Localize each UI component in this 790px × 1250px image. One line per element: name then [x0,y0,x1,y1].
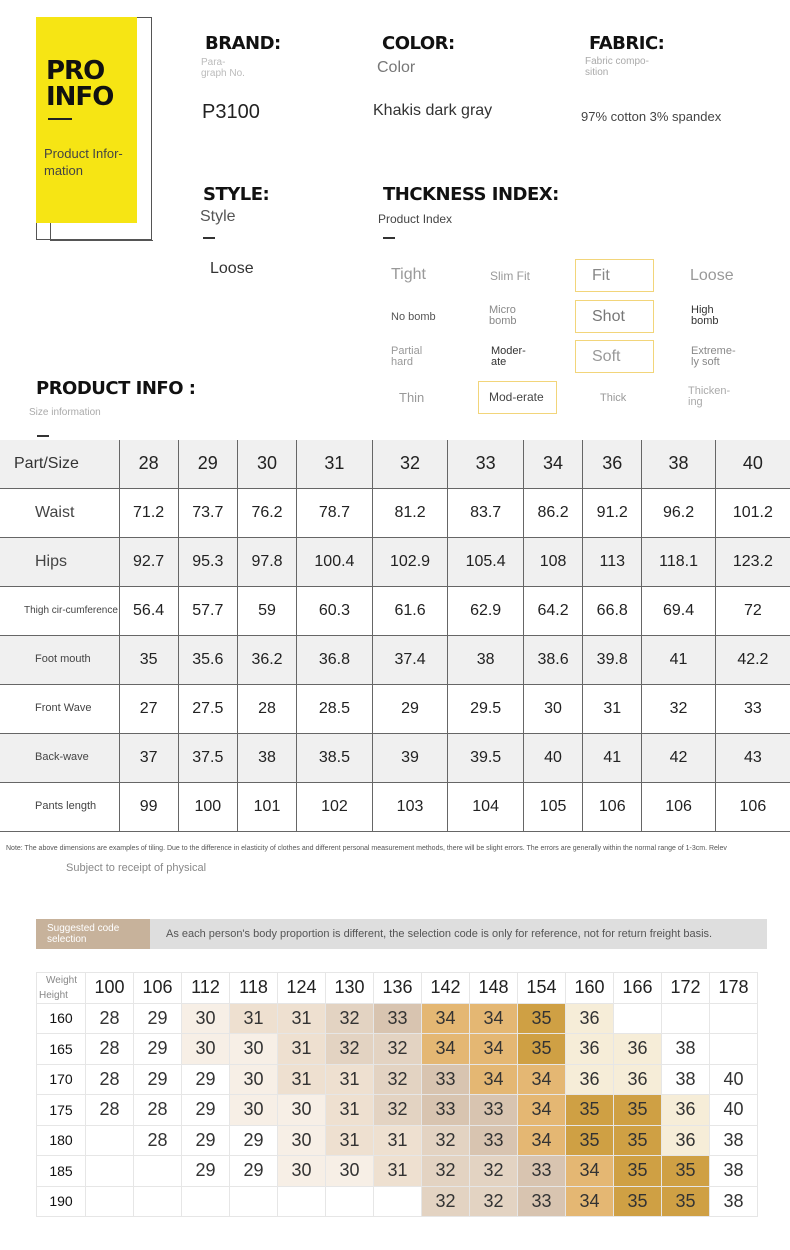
code-cell: 38 [710,1125,758,1156]
code-cell: 34 [422,1003,470,1034]
code-cell [86,1156,134,1187]
code-cell: 28 [134,1125,182,1156]
code-cell [134,1156,182,1187]
size-value-cell: 97.8 [237,537,296,586]
code-cell [326,1186,374,1217]
size-header-cell: 28 [119,440,178,488]
thickness-extremely-soft: Extreme-ly soft [691,345,736,368]
code-cell: 32 [374,1064,422,1095]
height-label-cell: 170 [37,1064,86,1095]
weight-header-cell: 118 [230,973,278,1004]
code-cell: 29 [182,1156,230,1187]
code-cell [86,1186,134,1217]
code-cell: 35 [662,1156,710,1187]
code-grid-row [37,1125,758,1156]
size-header-cell: 32 [372,440,448,488]
style-dash [203,237,215,239]
height-label-cell: 190 [37,1186,86,1217]
size-value-cell: 28.5 [297,684,373,733]
code-cell [182,1186,230,1217]
code-cell: 28 [86,1095,134,1126]
size-table-header-label: Part/Size [0,440,119,488]
style-sub: Style [200,208,236,225]
code-cell: 30 [278,1125,326,1156]
product-info-dash [37,435,49,437]
size-table [0,440,790,832]
weight-header-cell: 160 [566,973,614,1004]
code-cell: 32 [326,1003,374,1034]
size-value-cell: 95.3 [178,537,237,586]
code-grid-corner [37,973,86,1004]
fabric-value: 97% cotton 3% spandex [581,109,722,124]
thickness-partial-hard: Partial hard [391,345,423,368]
size-value-cell: 92.7 [119,537,178,586]
size-value-cell: 59 [237,586,296,635]
code-cell: 30 [182,1003,230,1034]
code-cell: 28 [86,1034,134,1065]
code-cell [662,1003,710,1034]
brand-sub: Para-graph No. [201,57,245,79]
code-grid-row [37,1156,758,1187]
code-cell: 33 [374,1003,422,1034]
suggested-tag: Suggested code selection [36,919,150,949]
thickness-thick: Thick [600,392,627,404]
size-value-cell: 29 [372,684,448,733]
height-label-cell: 165 [37,1034,86,1065]
size-row-label: Hips [0,537,119,586]
size-table-row [0,537,790,586]
size-value-cell: 41 [642,635,715,684]
thickness-slim-fit: Slim Fit [490,269,530,283]
code-cell: 35 [662,1186,710,1217]
code-cell: 29 [134,1003,182,1034]
color-heading: COLOR: [382,33,455,54]
code-cell [374,1186,422,1217]
size-value-cell: 40 [523,733,582,782]
pro-info-title [46,58,113,110]
code-cell: 34 [518,1095,566,1126]
code-cell: 34 [518,1064,566,1095]
code-cell [230,1186,278,1217]
code-cell [614,1003,662,1034]
thickness-sub: Product Index [378,212,453,226]
code-cell: 32 [374,1095,422,1126]
style-value: Loose [210,260,254,277]
size-value-cell: 99 [119,782,178,831]
code-cell: 34 [566,1156,614,1187]
size-value-cell: 100.4 [297,537,373,586]
size-value-cell: 100 [178,782,237,831]
size-value-cell: 27 [119,684,178,733]
size-value-cell: 69.4 [642,586,715,635]
code-cell: 36 [662,1125,710,1156]
size-value-cell: 96.2 [642,488,715,537]
pro-subtitle: Product Infor-mation [44,146,123,178]
thickness-thickening: Thicken-ing [688,385,731,408]
code-cell: 29 [182,1095,230,1126]
size-value-cell: 38 [237,733,296,782]
weight-header-cell: 100 [86,973,134,1004]
size-value-cell: 101.2 [715,488,790,537]
product-info-sub: Size information [29,407,101,418]
code-cell: 30 [278,1156,326,1187]
size-value-cell: 108 [523,537,582,586]
measurement-note: Note: The above dimensions are examples of tiling. Due to the difference in elasticity of clothes and different personal measurement methods, there will be slight errors. The errors are generally within the normal range of 1-3cm. Relev [6,845,727,852]
corner-height-label: Height [39,989,68,1001]
code-cell: 32 [326,1034,374,1065]
size-value-cell: 29.5 [448,684,524,733]
size-value-cell: 38 [448,635,524,684]
size-value-cell: 118.1 [642,537,715,586]
size-value-cell: 37 [119,733,178,782]
size-value-cell: 31 [583,684,642,733]
code-cell: 38 [662,1034,710,1065]
size-table-row [0,733,790,782]
size-header-cell: 33 [448,440,524,488]
size-row-label: Thigh cir-cumference [0,586,119,635]
product-info-heading: PRODUCT INFO : [36,378,196,399]
code-cell: 33 [422,1064,470,1095]
size-value-cell: 83.7 [448,488,524,537]
size-value-cell: 123.2 [715,537,790,586]
code-grid-row [37,1034,758,1065]
size-value-cell: 37.5 [178,733,237,782]
code-cell: 33 [518,1186,566,1217]
height-label-cell: 180 [37,1125,86,1156]
size-value-cell: 72 [715,586,790,635]
size-value-cell: 32 [642,684,715,733]
size-row-label: Back-wave [0,733,119,782]
code-cell: 35 [566,1125,614,1156]
size-row-label: Pants length [0,782,119,831]
code-grid-row [37,1095,758,1126]
code-grid-header-row [37,973,758,1004]
thickness-loose: Loose [690,267,734,284]
size-row-label: Foot mouth [0,635,119,684]
thickness-dash [383,237,395,239]
code-cell [710,1003,758,1034]
code-cell: 29 [134,1064,182,1095]
size-value-cell: 105.4 [448,537,524,586]
suggested-text: As each person's body proportion is different, the selection code is only for reference, not for return freight basis. [166,928,713,940]
size-value-cell: 41 [583,733,642,782]
code-cell: 33 [470,1125,518,1156]
size-value-cell: 113 [583,537,642,586]
size-value-cell: 61.6 [372,586,448,635]
weight-header-cell: 112 [182,973,230,1004]
brand-value: P3100 [202,101,260,123]
code-cell: 29 [230,1156,278,1187]
size-value-cell: 43 [715,733,790,782]
thickness-high-bomb: High bomb [691,304,719,327]
size-value-cell: 106 [583,782,642,831]
size-table-header-row [0,440,790,488]
size-header-cell: 31 [297,440,373,488]
size-value-cell: 106 [715,782,790,831]
code-cell: 36 [566,1034,614,1065]
size-value-cell: 33 [715,684,790,733]
code-cell: 36 [566,1003,614,1034]
size-value-cell: 42 [642,733,715,782]
code-cell: 34 [470,1064,518,1095]
code-cell: 31 [278,1064,326,1095]
size-header-cell: 36 [583,440,642,488]
size-value-cell: 86.2 [523,488,582,537]
code-cell: 31 [326,1095,374,1126]
code-cell: 28 [86,1003,134,1034]
code-cell: 30 [230,1095,278,1126]
size-value-cell: 78.7 [297,488,373,537]
code-cell: 31 [278,1034,326,1065]
size-value-cell: 36.8 [297,635,373,684]
size-row-label: Front Wave [0,684,119,733]
code-cell: 31 [374,1125,422,1156]
size-header-cell: 38 [642,440,715,488]
code-selection-grid [36,972,758,1217]
size-value-cell: 35 [119,635,178,684]
thickness-no-bomb: No bomb [391,311,436,323]
code-cell [278,1186,326,1217]
weight-header-cell: 148 [470,973,518,1004]
code-cell: 35 [518,1034,566,1065]
code-cell: 36 [566,1064,614,1095]
code-cell: 32 [422,1156,470,1187]
code-grid-row [37,1003,758,1034]
code-grid-row [37,1064,758,1095]
size-value-cell: 81.2 [372,488,448,537]
size-value-cell: 106 [642,782,715,831]
size-value-cell: 39.8 [583,635,642,684]
weight-header-cell: 136 [374,973,422,1004]
code-cell: 34 [422,1034,470,1065]
pro-title-line1: PRO [46,56,105,86]
height-label-cell: 160 [37,1003,86,1034]
size-value-cell: 62.9 [448,586,524,635]
weight-header-cell: 142 [422,973,470,1004]
brand-heading: BRAND: [205,33,281,54]
code-cell: 34 [566,1186,614,1217]
size-value-cell: 57.7 [178,586,237,635]
code-cell: 31 [326,1064,374,1095]
code-grid-row [37,1186,758,1217]
thickness-shot-selected: Shot [575,300,654,333]
size-header-cell: 30 [237,440,296,488]
code-cell: 32 [374,1034,422,1065]
pro-info-box [36,17,137,223]
size-value-cell: 71.2 [119,488,178,537]
weight-header-cell: 178 [710,973,758,1004]
style-heading: STYLE: [203,184,270,205]
weight-header-cell: 172 [662,973,710,1004]
pro-dash [48,118,72,120]
size-header-cell: 29 [178,440,237,488]
size-value-cell: 28 [237,684,296,733]
color-value: Khakis dark gray [373,102,493,119]
code-cell: 36 [662,1095,710,1126]
code-cell [134,1186,182,1217]
code-cell: 29 [134,1034,182,1065]
corner-weight-label: Weight [46,975,77,986]
fabric-heading: FABRIC: [589,33,665,54]
size-value-cell: 102 [297,782,373,831]
size-value-cell: 27.5 [178,684,237,733]
code-cell: 31 [374,1156,422,1187]
size-header-cell: 40 [715,440,790,488]
size-value-cell: 103 [372,782,448,831]
code-cell: 35 [566,1095,614,1126]
thickness-heading: THCKNESS INDEX: [383,184,559,205]
size-value-cell: 64.2 [523,586,582,635]
thickness-soft-selected: Soft [575,340,654,373]
height-label-cell: 175 [37,1095,86,1126]
thickness-micro-bomb: Micro bomb [489,304,517,327]
code-cell: 33 [422,1095,470,1126]
weight-header-cell: 154 [518,973,566,1004]
size-value-cell: 66.8 [583,586,642,635]
size-value-cell: 39.5 [448,733,524,782]
code-cell: 35 [614,1095,662,1126]
code-cell: 34 [518,1125,566,1156]
size-table-row [0,684,790,733]
size-value-cell: 36.2 [237,635,296,684]
code-cell: 31 [326,1125,374,1156]
code-cell: 29 [230,1125,278,1156]
color-sub: Color [377,59,416,76]
code-cell: 30 [326,1156,374,1187]
code-cell: 30 [230,1064,278,1095]
code-cell: 33 [518,1156,566,1187]
code-cell: 32 [470,1186,518,1217]
size-table-row [0,635,790,684]
subject-note: Subject to receipt of physical [66,862,207,874]
size-value-cell: 37.4 [372,635,448,684]
code-cell: 31 [230,1003,278,1034]
code-cell: 38 [662,1064,710,1095]
code-cell: 40 [710,1095,758,1126]
code-cell: 34 [470,1034,518,1065]
size-value-cell: 56.4 [119,586,178,635]
code-cell: 32 [422,1125,470,1156]
code-cell: 38 [710,1156,758,1187]
weight-header-cell: 124 [278,973,326,1004]
size-value-cell: 73.7 [178,488,237,537]
code-cell: 31 [278,1003,326,1034]
size-value-cell: 101 [237,782,296,831]
code-cell: 40 [710,1064,758,1095]
size-value-cell: 38.5 [297,733,373,782]
code-cell: 36 [614,1064,662,1095]
weight-header-cell: 166 [614,973,662,1004]
code-cell: 34 [470,1003,518,1034]
thickness-fit-selected: Fit [575,259,654,292]
pro-title-line2: INFO [46,82,114,112]
size-value-cell: 35.6 [178,635,237,684]
size-table-row [0,488,790,537]
size-row-label: Waist [0,488,119,537]
code-cell [86,1125,134,1156]
code-cell [710,1034,758,1065]
size-value-cell: 91.2 [583,488,642,537]
size-value-cell: 38.6 [523,635,582,684]
code-cell: 35 [614,1125,662,1156]
thickness-thin: Thin [399,390,425,405]
thickness-moderate-selected: Mod-erate [478,381,557,414]
thickness-moderate: Moder-ate [491,345,526,368]
size-table-row [0,586,790,635]
code-cell: 28 [86,1064,134,1095]
thickness-tight: Tight [391,266,426,283]
height-label-cell: 185 [37,1156,86,1187]
size-value-cell: 60.3 [297,586,373,635]
size-value-cell: 105 [523,782,582,831]
fabric-sub: Fabric compo-sition [585,56,649,78]
code-cell: 29 [182,1125,230,1156]
code-cell: 32 [422,1186,470,1217]
code-cell: 30 [182,1034,230,1065]
size-value-cell: 76.2 [237,488,296,537]
code-cell: 38 [710,1186,758,1217]
code-cell: 33 [470,1095,518,1126]
size-value-cell: 102.9 [372,537,448,586]
code-cell: 35 [614,1186,662,1217]
code-cell: 32 [470,1156,518,1187]
weight-header-cell: 130 [326,973,374,1004]
code-cell: 29 [182,1064,230,1095]
size-value-cell: 42.2 [715,635,790,684]
weight-header-cell: 106 [134,973,182,1004]
size-value-cell: 104 [448,782,524,831]
code-cell: 30 [230,1034,278,1065]
code-cell: 30 [278,1095,326,1126]
code-cell: 28 [134,1095,182,1126]
size-header-cell: 34 [523,440,582,488]
code-cell: 36 [614,1034,662,1065]
size-value-cell: 30 [523,684,582,733]
code-cell: 35 [614,1156,662,1187]
size-value-cell: 39 [372,733,448,782]
code-cell: 35 [518,1003,566,1034]
size-table-row [0,782,790,831]
